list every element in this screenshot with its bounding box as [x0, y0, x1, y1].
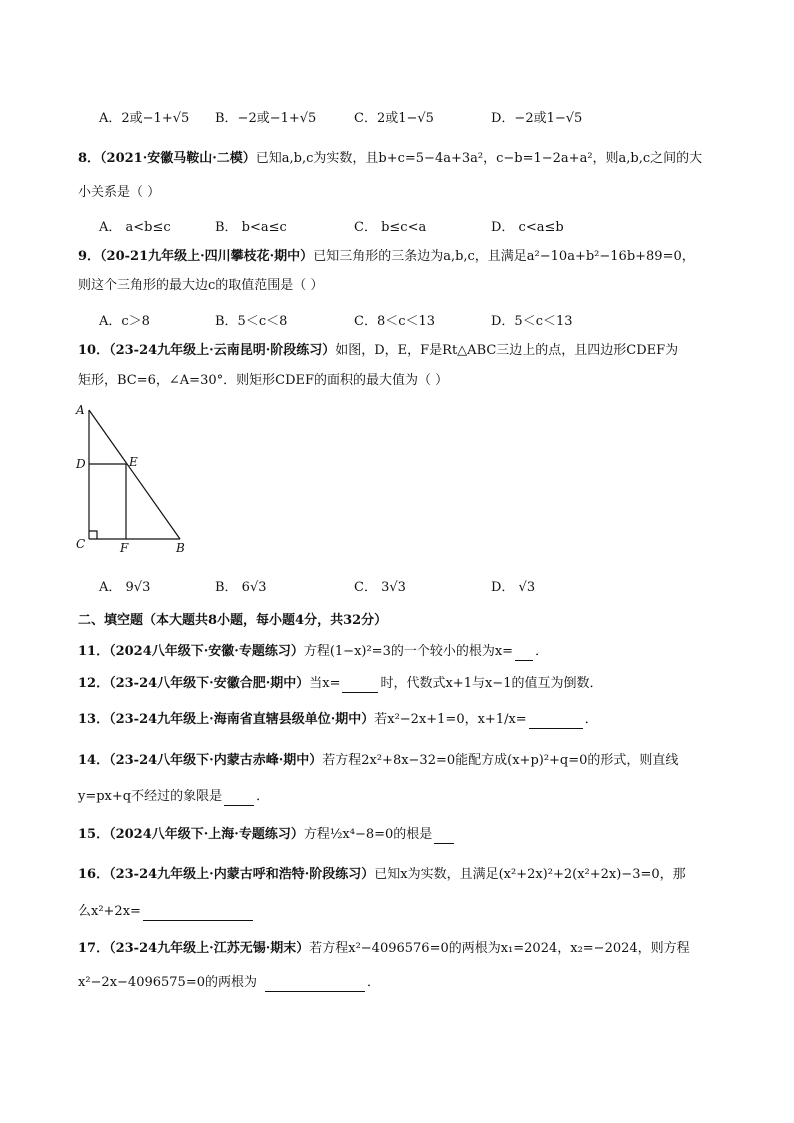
q10-text: 如图，D，E，F是Rt△ABC三边上的点，且四边形CDEF为 — [335, 343, 679, 358]
q10-option-c: C． 3√3 — [354, 580, 406, 595]
q10-options — [99, 576, 739, 594]
q11-answer-blank[interactable] — [515, 646, 533, 661]
q8-number: 8． — [78, 151, 101, 166]
q12-text-b: 时，代数式x+1与x−1的值互为倒数． — [380, 676, 603, 691]
q8-stem-cont: 小关系是（ ） — [78, 185, 161, 200]
q10-stem — [78, 342, 678, 360]
q8-stem — [78, 150, 702, 168]
q9-text: 已知三角形的三条边为a,b,c，且满足a²−10a+b²−16b+89=0， — [313, 249, 695, 264]
q16-source: （23-24九年级上·内蒙古呼和浩特·阶段练习） — [109, 867, 375, 882]
q17-number: 17． — [78, 941, 110, 956]
q13-source: （23-24九年级上·海南省直辖县级单位·期中） — [109, 712, 375, 727]
q14-text-cont: y=px+q不经过的象限是 — [78, 789, 223, 804]
label-e: E — [129, 455, 138, 469]
q13-number: 13． — [78, 712, 110, 727]
q8-text: 已知a,b,c为实数，且b+c=5−4a+3a²，c−b=1−2a+a²，则a,b,c之间的大 — [255, 151, 703, 166]
q8-option-d: D． c<a≤b — [491, 220, 564, 235]
q17-source: （23-24九年级上·江苏无锡·期末） — [109, 941, 310, 956]
q14-source: （23-24八年级下·内蒙古赤峰·期中） — [109, 753, 323, 768]
label-a: A — [76, 403, 85, 417]
q17-end: ． — [367, 975, 381, 990]
q17-answer-blank[interactable] — [265, 977, 365, 992]
q10-source: （23-24九年级上·云南昆明·阶段练习） — [109, 343, 336, 358]
q15-text: 方程½x⁴−8=0的根是 — [303, 827, 433, 842]
q9-option-c: C．8＜c＜13 — [354, 314, 436, 329]
q12 — [78, 675, 602, 693]
q11-number: 11． — [78, 644, 110, 659]
q12-number: 12． — [78, 676, 110, 691]
q10-triangle-figure — [70, 400, 200, 560]
q7-option-c: C．2或1−√5 — [354, 111, 434, 126]
q11-text: 方程(1−x)²=3的一个较小的根为x= — [303, 644, 514, 659]
q8-option-c: C． b≤c<a — [354, 220, 427, 235]
q10-option-d: D． √3 — [491, 580, 536, 595]
q17-stem-cont — [78, 974, 380, 992]
label-d: D — [76, 457, 86, 471]
q17-text-cont: x²−2x−4096575=0的两根为 — [78, 975, 257, 990]
q14-number: 14． — [78, 753, 110, 768]
q9-stem-cont: 则这个三角形的最大边c的取值范围是（ ） — [78, 278, 324, 293]
q9-option-d: D．5＜c＜13 — [491, 314, 573, 329]
q14-stem — [78, 752, 678, 770]
q10-stem-cont: 矩形，BC=6，∠A=30°．则矩形CDEF的面积的最大值为（ ） — [78, 373, 449, 388]
q9-option-b: B．5＜c＜8 — [215, 314, 288, 329]
q14-stem-cont — [78, 788, 269, 806]
q9-number: 9． — [78, 249, 101, 264]
q11 — [78, 643, 548, 661]
label-c: C — [76, 537, 86, 551]
q8-options — [99, 216, 739, 234]
q10-number: 10． — [78, 343, 110, 358]
q16-number: 16． — [78, 867, 110, 882]
q13-answer-blank[interactable] — [529, 714, 583, 729]
q8-source: （2021·安徽马鞍山·二模） — [100, 151, 256, 166]
q14-end: ． — [256, 789, 270, 804]
q7-option-d: D．−2或1−√5 — [491, 111, 583, 126]
q12-answer-blank[interactable] — [342, 678, 378, 693]
q11-end: ． — [535, 644, 549, 659]
q10-option-b: B． 6√3 — [215, 580, 267, 595]
q15-answer-blank[interactable] — [434, 829, 454, 844]
q17-text: 若方程x²−4096576=0的两根为x₁=2024，x₂=−2024，则方程 — [309, 941, 690, 956]
q15-source: （2024八年级下·上海·专题练习） — [109, 827, 304, 842]
label-f: F — [120, 541, 129, 555]
side-ab — [89, 410, 180, 539]
q9-option-a: A．c＞8 — [99, 314, 150, 329]
q16-stem-cont — [78, 903, 255, 921]
q8-option-b: B． b<a≤c — [215, 220, 287, 235]
q16-answer-blank[interactable] — [143, 906, 253, 921]
q9-source: （20-21九年级上·四川攀枝花·期中） — [100, 249, 314, 264]
q15 — [78, 826, 456, 844]
q7-option-a: A．2或−1+√5 — [99, 111, 190, 126]
q16-text-cont: 么x²+2x= — [78, 904, 141, 919]
q14-text: 若方程2x²+8x−32=0能配方成(x+p)²+q=0的形式，则直线 — [322, 753, 679, 768]
q7-option-b: B．−2或−1+√5 — [215, 111, 317, 126]
q13-text: 若x²−2x+1=0，x+1/x= — [374, 712, 527, 727]
q17-stem — [78, 940, 690, 958]
section-fill-in-title: 二、填空题（本大题共8小题，每小题4分，共32分） — [78, 613, 388, 628]
label-b: B — [176, 541, 185, 555]
q9-options — [99, 310, 739, 328]
q13 — [78, 711, 598, 729]
q12-source: （23-24八年级下·安徽合肥·期中） — [109, 676, 310, 691]
q15-number: 15． — [78, 827, 110, 842]
right-angle-mark — [89, 531, 97, 539]
q10-option-a: A． 9√3 — [99, 580, 151, 595]
q11-source: （2024八年级下·安徽·专题练习） — [109, 644, 304, 659]
q16-text: 已知x为实数，且满足(x²+2x)²+2(x²+2x)−3=0，那 — [374, 867, 686, 882]
q12-text: 当x= — [309, 676, 341, 691]
q7-options — [99, 107, 739, 125]
q8-option-a: A． a<b≤c — [99, 220, 171, 235]
q16-stem — [78, 866, 686, 884]
q14-answer-blank[interactable] — [224, 791, 254, 806]
q13-end: ． — [584, 712, 598, 727]
q9-stem — [78, 248, 695, 266]
